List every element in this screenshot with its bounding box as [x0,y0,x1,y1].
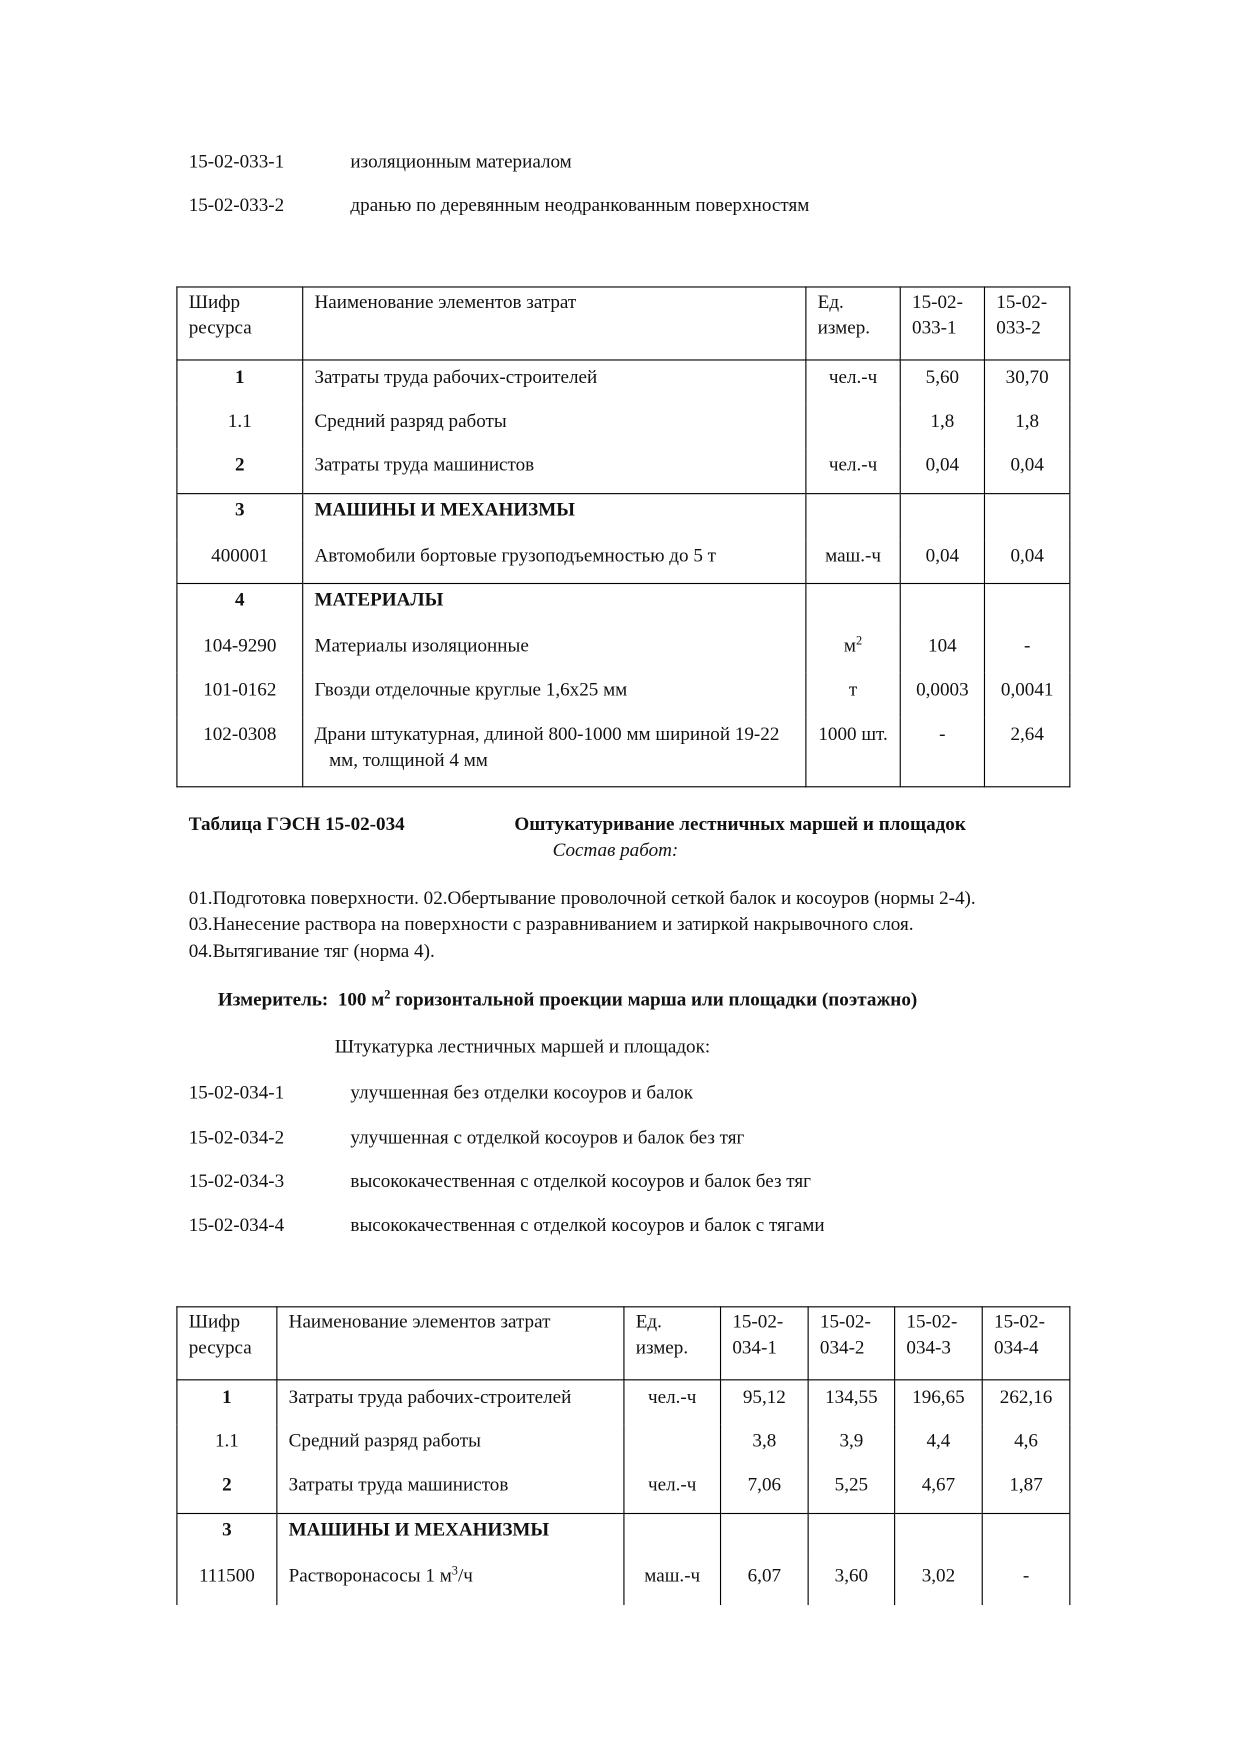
resource-value: - [982,1558,1070,1604]
resource-value: 4,6 [982,1424,1070,1468]
resource-unit: чел.-ч [806,360,900,404]
measure-description: горизонтальной проекции марша или площадки (поэтажно) [390,988,918,1010]
resource-value: 0,0041 [984,672,1069,717]
header-norm-col: 15-02- 034-3 [895,1307,983,1380]
resource-value: 1,87 [982,1467,1070,1513]
composition-line: 03.Нанесение раствора на поверхности с разравниванием и затиркой накрывочного слоя. [188,913,914,935]
resource-value: 1,8 [900,404,984,448]
resource-unit [806,583,900,628]
resource-code: 3 [177,494,303,539]
resource-value: 196,65 [895,1380,983,1424]
norm-item-text: улучшенная без отделки косоуров и балок [350,1081,694,1103]
resource-name: Материалы изоляционные [303,628,806,672]
header-norm-col: 15-02- 033-1 [900,287,984,360]
resource-code: 400001 [177,539,303,584]
resource-name: Средний разряд работы [303,404,806,448]
resource-code: 2 [177,1467,277,1513]
header-name: Наименование элементов затрат [277,1307,624,1380]
norm-item-text: высококачественная с отделкой косоуров и балок без тяг [350,1170,812,1192]
composition-line: 04.Вытягивание тяг (норма 4). [188,940,435,962]
table-header-row [177,1307,1070,1380]
resource-value: 3,60 [808,1558,894,1604]
resource-code: 3 [177,1513,277,1558]
resource-unit [806,494,900,539]
composition-label: Состав работ: [552,839,679,861]
norm-item-code: 15-02-034-3 [188,1170,285,1192]
header-unit: Ед. измер. [806,287,900,360]
table-row [177,1558,1070,1604]
table-row [177,1380,1070,1424]
section-heading: МАШИНЫ И МЕХАНИЗМЫ [303,494,806,539]
resource-unit [806,404,900,448]
resource-name: Затраты труда машинистов [277,1467,624,1513]
resource-unit [624,1424,721,1468]
resource-value [900,583,984,628]
norm-item-text: дранью по деревянным неодранкованным поверхностям [350,194,810,216]
resource-code: 104-9290 [177,628,303,672]
measure-value: 100 м [337,988,385,1010]
resource-name: Затраты труда машинистов [303,448,806,494]
table-header-row [177,287,1070,360]
table-row [177,404,1070,448]
resource-table-034 [176,1306,1070,1604]
resource-table-033 [176,286,1070,787]
table-row [177,628,1070,672]
header-code: Шифр ресурса [177,287,303,360]
resource-value: 95,12 [721,1380,809,1424]
resource-value [721,1513,809,1558]
table-row [177,539,1070,584]
resource-value [900,494,984,539]
resource-value: 0,04 [900,539,984,584]
table-row [177,717,1070,787]
header-norm-col: 15-02- 034-2 [808,1307,894,1380]
resource-value: - [984,628,1069,672]
resource-code: 1 [177,1380,277,1424]
subheading: Штукатурка лестничных маршей и площадок: [334,1035,711,1057]
resource-value [895,1513,983,1558]
resource-unit: т [806,672,900,717]
resource-name: Гвозди отделочные круглые 1,6х25 мм [303,672,806,717]
resource-value: 2,64 [984,717,1069,787]
measure-line: Измеритель: 100 $м^2$ горизонтальной проекции марша или площадки (поэтажно) [217,988,918,1010]
resource-value: 0,04 [984,448,1069,494]
resource-name: Затраты труда рабочих-строителей [277,1380,624,1424]
resource-value: 6,07 [721,1558,809,1604]
resource-value: 3,8 [721,1424,809,1468]
resource-value: 0,04 [900,448,984,494]
resource-value: 4,4 [895,1424,983,1468]
norm-item-code: 15-02-034-1 [188,1081,285,1103]
resource-value: 0,04 [984,539,1069,584]
resource-unit: 1000 шт. [806,717,900,787]
resource-code: 1.1 [177,1424,277,1468]
resource-value: - [900,717,984,787]
composition-line: 01.Подготовка поверхности. 02.Обертывание проволочной сеткой балок и косоуров (нормы 2-4). [188,887,976,909]
resource-value [982,1513,1070,1558]
table-row [177,583,1070,628]
resource-value [984,583,1069,628]
resource-value [984,494,1069,539]
table-row [177,672,1070,717]
resource-value: 3,02 [895,1558,983,1604]
norm-item-code: 15-02-033-1 [188,150,285,172]
resource-code: 102-0308 [177,717,303,787]
resource-value: 262,16 [982,1380,1070,1424]
resource-value [808,1513,894,1558]
section-heading: МАШИНЫ И МЕХАНИЗМЫ [277,1513,624,1558]
table-row [177,448,1070,494]
resource-value: 1,8 [984,404,1069,448]
table-label: Таблица ГЭСН 15-02-034 [188,813,405,835]
table-row [177,1513,1070,1558]
resource-value: 5,60 [900,360,984,404]
table-row [177,1467,1070,1513]
resource-value: 30,70 [984,360,1069,404]
norm-item-text: высококачественная с отделкой косоуров и балок с тягами [350,1214,825,1236]
resource-code: 101-0162 [177,672,303,717]
resource-value: 5,25 [808,1467,894,1513]
resource-unit: чел.-ч [624,1467,721,1513]
resource-unit: маш.-ч [806,539,900,584]
resource-value: 3,9 [808,1424,894,1468]
section-title: Оштукатуривание лестничных маршей и площадок [514,813,966,835]
header-norm-col: 15-02- 033-2 [984,287,1069,360]
resource-name: Затраты труда рабочих-строителей [303,360,806,404]
resource-value: 7,06 [721,1467,809,1513]
header-unit: Ед. измер. [624,1307,721,1380]
resource-value: 0,0003 [900,672,984,717]
resource-value: 4,67 [895,1467,983,1513]
header-code: Шифр ресурса [177,1307,277,1380]
resource-unit: $м^2$ [806,628,900,672]
resource-code: 1 [177,360,303,404]
section-heading: МАТЕРИАЛЫ [303,583,806,628]
norm-item-code: 15-02-034-2 [188,1126,285,1148]
norm-item-text: улучшенная с отделкой косоуров и балок без тяг [350,1126,745,1148]
resource-code: 111500 [177,1558,277,1604]
resource-name: Автомобили бортовые грузоподъемностью до 5 т [303,539,806,584]
resource-code: 4 [177,583,303,628]
resource-name: Растворонасосы 1 $м^3/ч$ [277,1558,624,1604]
resource-code: 1.1 [177,404,303,448]
table-row [177,494,1070,539]
header-norm-col: 15-02- 034-4 [982,1307,1070,1380]
measure-label: Измеритель: [217,988,329,1010]
resource-unit: чел.-ч [624,1380,721,1424]
resource-value: 104 [900,628,984,672]
resource-value: 134,55 [808,1380,894,1424]
norm-item-code: 15-02-033-2 [188,194,285,216]
resource-unit: чел.-ч [806,448,900,494]
resource-unit [624,1513,721,1558]
table-row [177,1424,1070,1468]
resource-unit: маш.-ч [624,1558,721,1604]
resource-name: Средний разряд работы [277,1424,624,1468]
table-row [177,360,1070,404]
header-name: Наименование элементов затрат [303,287,806,360]
resource-name: Драни штукатурная, длиной 800-1000 мм шириной 19-22 мм, толщиной 4 мм [303,717,806,787]
header-norm-col: 15-02- 034-1 [721,1307,809,1380]
resource-code: 2 [177,448,303,494]
norm-item-text: изоляционным материалом [350,150,572,172]
norm-item-code: 15-02-034-4 [188,1214,285,1236]
